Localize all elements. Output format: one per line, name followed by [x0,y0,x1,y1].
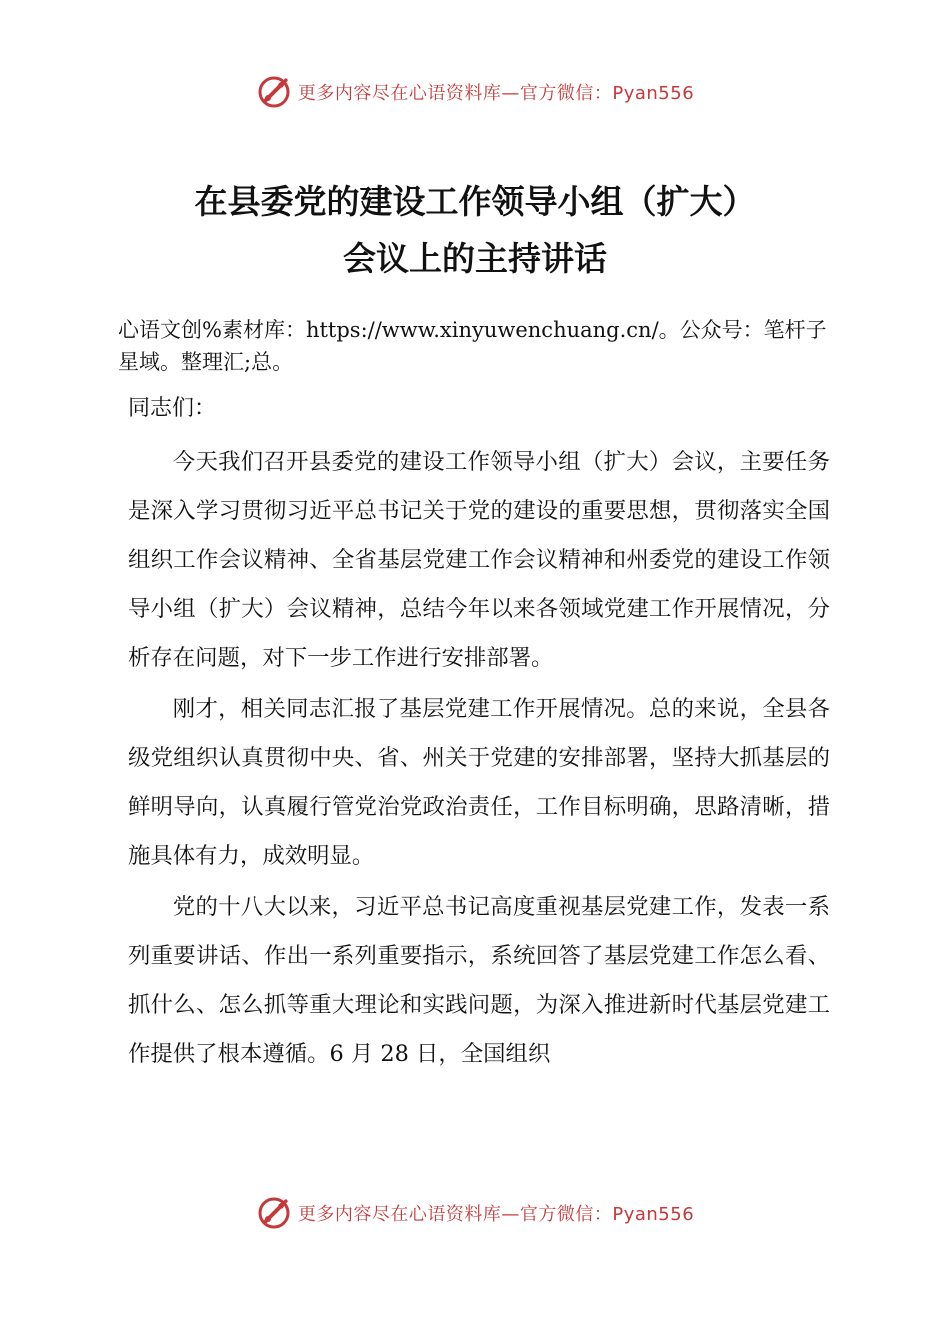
document-body [128,438,830,1081]
greeting: 同志们： [128,396,217,421]
paragraph: 刚才，相关同志汇报了基层党建工作开展情况。总的来说，全县各级党组织认真贯彻中央、省、州关于党建的安排部署，坚持大抓基层的鲜明导向，认真履行管党治党政治责任，工作目标明确，思路清晰，措施具体有力，成效明显。 [128,696,830,869]
paragraph: 今天我们召开县委党的建设工作领导小组（扩大）会议，主要任务是深入学习贯彻习近平总书记关于党的建设的重要思想，贯彻落实全国组织工作会议精神、全省基层党建工作会议精神和州委党的建设工作领导小组（扩大）会议精神，总结今年以来各领域党建工作开展情况，分析存在问题，对下一步工作进行安排部署。 [128,449,830,671]
header-banner [0,74,950,110]
paragraph: 党的十八大以来，习近平总书记高度重视基层党建工作，发表一系列重要讲话、作出一系列重要指示，系统回答了基层党建工作怎么看、抓什么、怎么抓等重大理论和实践问题，为深入推进新时代基层党建工作提供了根本遵循。6 月 28 日，全国组织 [128,894,830,1067]
document-title-line1: 在县委党的建设工作领导小组（扩大） [194,182,756,221]
footer-banner-text: 更多内容尽在心语资料库—官方微信：Pyan556 [297,1204,695,1225]
footer-banner [0,1195,950,1231]
document-title-line2: 会议上的主持讲话 [343,239,607,278]
brush-seal-icon [256,1195,292,1231]
brush-seal-icon [256,74,292,110]
header-banner-text: 更多内容尽在心语资料库—官方微信：Pyan556 [297,83,695,104]
source-note: 心语文创%素材库：https://www.xinyuwenchuang.cn/。公众号：笔杆子星域。整理汇;总。 [118,318,827,374]
